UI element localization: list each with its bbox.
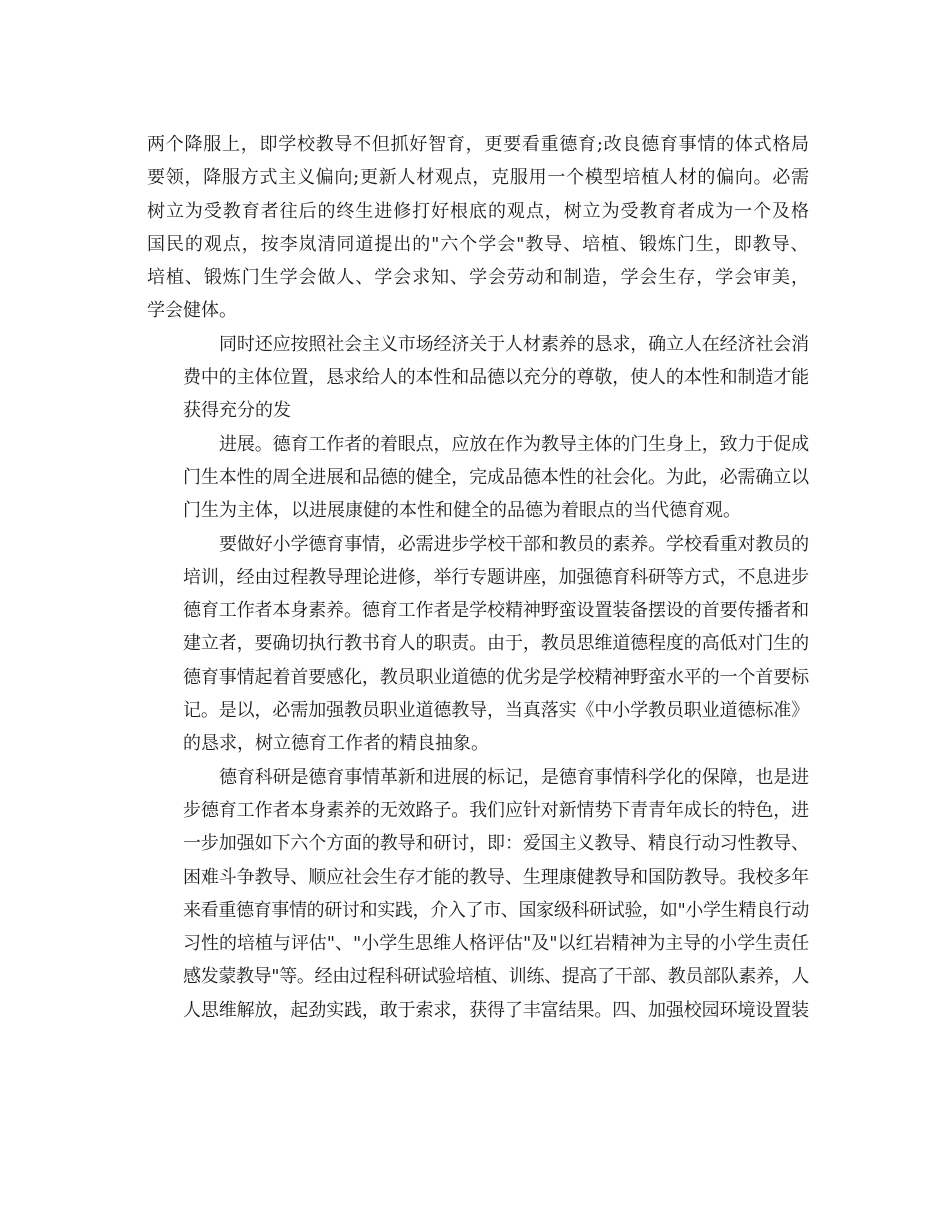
text-line: 门生本性的周全进展和品德的健全，完成品德本性的社会化。为此，必需确立以 (183, 466, 809, 488)
text-line: 习性的培植与评估"、"小学生思维人格评估"及"以红岩精神为主导的小学生责任 (183, 933, 810, 955)
text-line: 培训，经由过程教导理论进修，举行专题讲座，加强德育科研等方式，不息进步 (183, 566, 809, 588)
text-line: 感发蒙教导"等。经由过程科研试验培植、训练、提高了干部、教员部队素养，人 (183, 966, 809, 988)
text-line: 费中的主体位置，恳求给人的本性和品德以充分的尊敬，使人的本性和制造才能 (183, 367, 809, 389)
text-line: 培植、锻炼门生学会做人、学会求知、学会劳动和制造，学会生存，学会审美， (147, 267, 810, 289)
text-line: 来看重德育事情的研讨和实践，介入了市、国家级科研试验，如"小学生精良行动 (183, 899, 809, 921)
text-line: 德育工作者本身素养。德育工作者是学校精神野蛮设置装备摆设的首要传播者和 (183, 600, 809, 622)
text-line: 步德育工作者本身素养的无效路子。我们应针对新情势下青青年成长的特色，进 (183, 799, 809, 821)
text-line: 的恳求，树立德育工作者的精良抽象。 (183, 733, 489, 755)
text-line: 进展。德育工作者的着眼点，应放在作为教导主体的门生身上，致力于促成 (219, 433, 809, 455)
document-body (147, 128, 809, 1027)
text-line: 树立为受教育者往后的终生进修打好根底的观点，树立为受教育者成为一个及格 (147, 200, 810, 222)
text-line: 一步加强如下六个方面的教导和研讨，即：爱国主义教导、精良行动习性教导、 (183, 833, 809, 855)
text-line: 两个降服上，即学校教导不但抓好智育，更要看重德育;改良德育事情的体式格局 (147, 134, 810, 155)
text-line: 建立者，要确切执行教书育人的职责。由于，教员思维道德程度的高低对门生的 (183, 633, 809, 655)
paragraph (147, 528, 809, 761)
paragraph (147, 128, 809, 328)
text-line: 学会健体。 (147, 300, 237, 322)
text-line: 要领，降服方式主义偏向;更新人材观点，克服用一个模型培植人材的偏向。必需 (147, 167, 810, 189)
text-line: 德育科研是德育事情革新和进展的标记，是德育事情科学化的保障，也是进 (219, 766, 809, 788)
text-line: 门生为主体，以进展康健的本性和健全的品德为着眼点的当代德育观。 (183, 500, 741, 522)
text-line: 记。是以，必需加强教员职业道德教导，当真落实《中小学教员职业道德标准》 (183, 700, 809, 722)
text-line: 人思维解放，起劲实践，敢于索求，获得了丰富结果。四、加强校园环境设置装 (183, 999, 809, 1021)
text-line: 获得充分的发 (183, 400, 291, 422)
text-line: 困难斗争教导、顺应社会生存才能的教导、生理康健教导和国防教导。我校多年 (183, 866, 809, 888)
paragraph (147, 761, 809, 1027)
text-line: 要做好小学德育事情，必需进步学校干部和教员的素养。学校看重对教员的 (219, 533, 809, 555)
paragraph (147, 328, 809, 428)
text-line: 同时还应按照社会主义市场经济关于人材素养的恳求，确立人在经济社会消 (219, 333, 809, 355)
text-line: 国民的观点，按李岚清同道提出的"六个学会"教导、培植、锻炼门生，即教导、 (147, 233, 810, 255)
text-line: 德育事情起着首要感化，教员职业道德的优劣是学校精神野蛮水平的一个首要标 (183, 666, 809, 688)
paragraph (147, 428, 809, 528)
